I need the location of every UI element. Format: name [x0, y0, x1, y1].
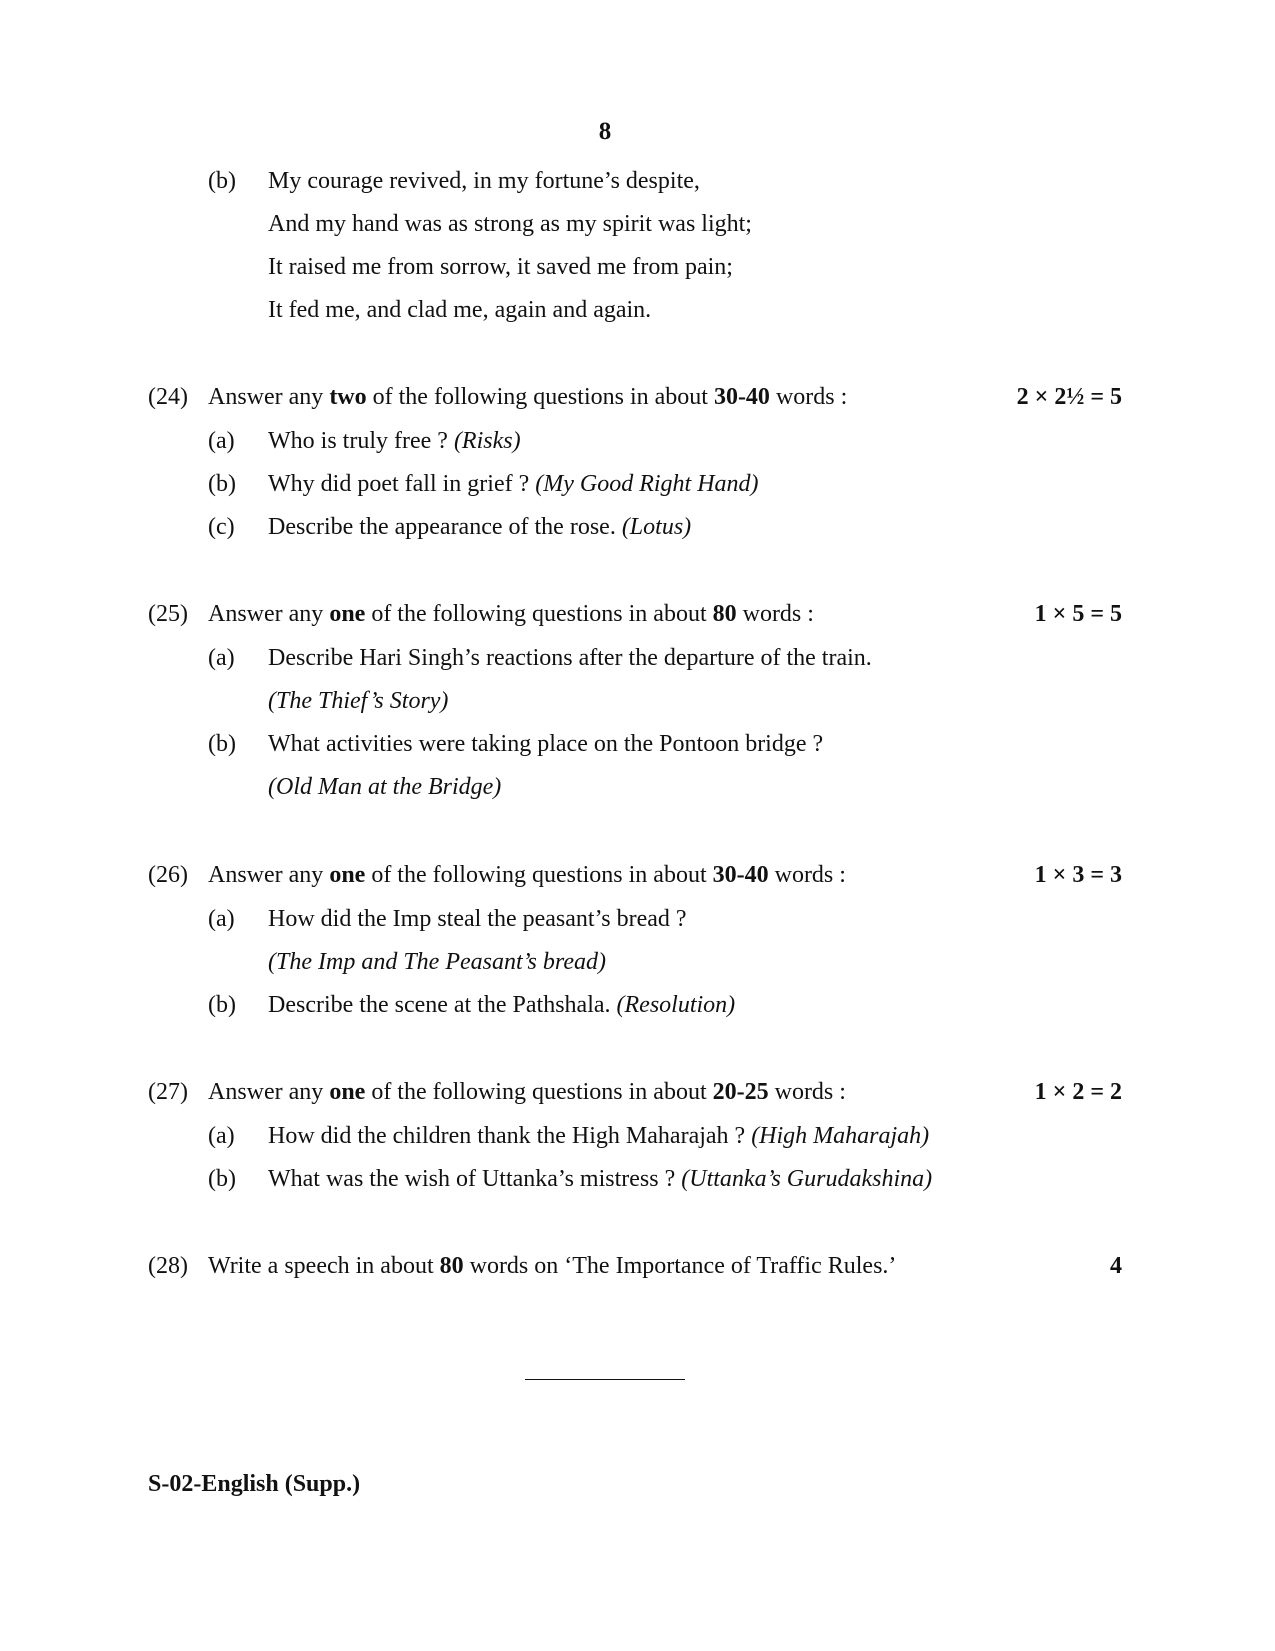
poem-text: And my hand was as strong as my spirit was light; — [268, 211, 752, 237]
question-marks: 4 — [1110, 1253, 1122, 1279]
question-text: Answer any two of the following questions in about 30-40 words : — [208, 384, 848, 410]
source-title: (Resolution) — [616, 992, 736, 1018]
sub-text: What activities were taking place on the Pontoon bridge ? — [268, 731, 824, 757]
question-number: (28) — [148, 1253, 188, 1279]
question-number: (25) — [148, 601, 188, 627]
source-title: (Lotus) — [621, 514, 692, 540]
question-marks: 1 × 5 = 5 — [1034, 601, 1122, 627]
source-title: (The Thief’s Story) — [268, 688, 449, 714]
page-number: 8 — [598, 118, 612, 145]
sub-letter: (a) — [208, 645, 235, 671]
question-text: Answer any one of the following questions in about 30-40 words : — [208, 862, 846, 888]
sub-letter: (a) — [208, 906, 235, 932]
source-title: (My Good Right Hand) — [535, 471, 759, 497]
sub-text: Describe the appearance of the rose. (Lotus) — [268, 514, 692, 540]
question-text: Write a speech in about 80 words on ‘The Importance of Traffic Rules.’ — [208, 1253, 897, 1279]
sub-text: How did the Imp steal the peasant’s bread ? — [268, 906, 687, 932]
question-text: Answer any one of the following questions in about 80 words : — [208, 601, 814, 627]
source-title: (Uttanka’s Gurudakshina) — [681, 1166, 933, 1192]
sub-text: How did the children thank the High Maharajah ? (High Maharajah) — [268, 1123, 930, 1149]
sub-letter: (b) — [208, 471, 236, 497]
sub-text: Describe the scene at the Pathshala. (Resolution) — [268, 992, 736, 1018]
sub-letter: (a) — [208, 428, 235, 454]
question-marks: 1 × 2 = 2 — [1034, 1079, 1122, 1105]
poem-text: It fed me, and clad me, again and again. — [268, 297, 652, 323]
question-number: (27) — [148, 1079, 188, 1105]
sub-text: What was the wish of Uttanka’s mistress ? (Uttanka’s Gurudakshina) — [268, 1166, 933, 1192]
sub-letter: (c) — [208, 514, 235, 540]
sub-text: Describe Hari Singh’s reactions after the departure of the train. — [268, 645, 872, 671]
source-title: (Risks) — [453, 428, 521, 454]
question-text: Answer any one of the following questions in about 20-25 words : — [208, 1079, 846, 1105]
question-marks: 1 × 3 = 3 — [1034, 862, 1122, 888]
paper-code: S-02-English (Supp.) — [148, 1471, 361, 1497]
source-title: (High Maharajah) — [751, 1123, 930, 1149]
poem-text: It raised me from sorrow, it saved me from pain; — [268, 254, 733, 280]
source-title: (The Imp and The Peasant’s bread) — [268, 949, 606, 975]
sub-text: Why did poet fall in grief ? (My Good Right Hand) — [268, 471, 759, 497]
sub-letter: (b) — [208, 1166, 236, 1192]
poem-label: (b) — [208, 168, 236, 194]
source-title: (Old Man at the Bridge) — [268, 774, 502, 800]
question-number: (24) — [148, 384, 188, 410]
sub-text: Who is truly free ? (Risks) — [268, 428, 521, 454]
end-rule — [525, 1379, 685, 1380]
question-number: (26) — [148, 862, 188, 888]
poem-text: My courage revived, in my fortune’s despite, — [268, 168, 700, 194]
question-marks: 2 × 2½ = 5 — [1016, 384, 1122, 410]
sub-letter: (a) — [208, 1123, 235, 1149]
sub-letter: (b) — [208, 731, 236, 757]
sub-letter: (b) — [208, 992, 236, 1018]
